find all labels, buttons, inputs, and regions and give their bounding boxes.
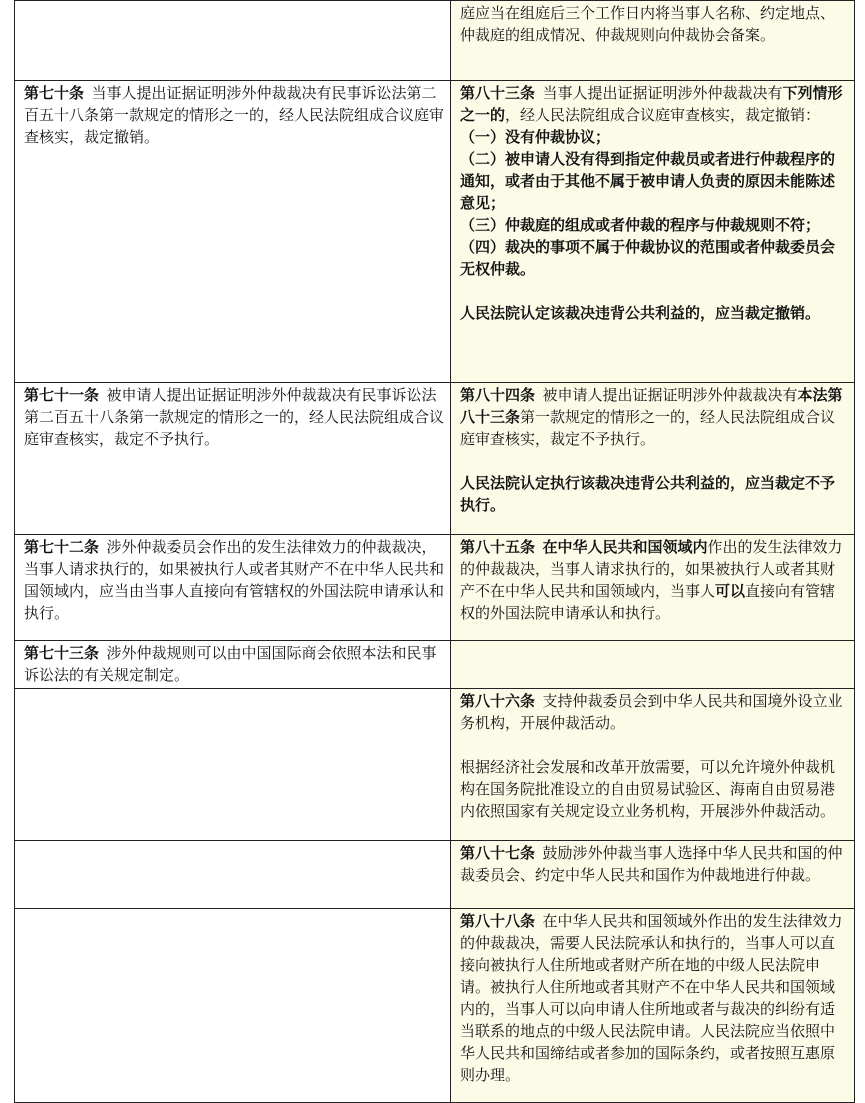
article-title: 第八十八条 bbox=[460, 912, 536, 930]
article-title: 第八十四条 bbox=[460, 386, 536, 404]
article-text: 当事人提出证据证明涉外仲裁裁决有民事诉讼法第二百五十八条第一款规定的情形之一的，经人民法院组成合议庭审查核实，裁定撤销。 bbox=[24, 84, 445, 146]
old-law-cell bbox=[15, 81, 451, 383]
article-text: 在中华人民共和国领域外作出的发生法律效力的仲裁裁决，需要人民法院承认和执行的，当事人可以直接向被执行人住所地或者财产所在地的中级人民法院申请。被执行人住所地或者其财产不在中华人民共和国领域内的，当事人可以向申请人住所地或者与裁决的纠纷有适当联系的地点的中级人民法院申请。人民法院应当依照中华人民共和国缔结或者参加的国际条约，或者按照互惠原则办理。 bbox=[460, 912, 843, 1084]
new-law-cell bbox=[451, 909, 855, 1103]
article-text: 直接向有管辖权的外国法院申请承认和执行。 bbox=[460, 582, 836, 622]
article-text: 第一款规定的情形之一的，经人民法院组成合议庭审查核实，裁定不予执行。 bbox=[460, 408, 836, 448]
article-text: ，经人民法院组成合议庭审查核实，裁定撤销： bbox=[505, 106, 821, 124]
table-row bbox=[15, 641, 855, 689]
table-row bbox=[15, 383, 855, 535]
new-law-cell bbox=[451, 81, 855, 383]
list-item: （一）没有仲裁协议； bbox=[460, 128, 611, 146]
old-law-cell bbox=[15, 383, 451, 535]
article-title: 第八十五条 bbox=[460, 538, 536, 556]
article-title: 第八十六条 bbox=[460, 692, 536, 710]
article-text: 当事人提出证据证明涉外仲裁裁决有 bbox=[542, 84, 783, 102]
old-law-cell bbox=[15, 641, 451, 689]
table-row bbox=[15, 1, 855, 81]
amended-text: 在中华人民共和国领域内 bbox=[542, 538, 708, 556]
old-law-cell bbox=[15, 535, 451, 641]
article-text: 涉外仲裁规则可以由中国国际商会依照本法和民事诉讼法的有关规定制定。 bbox=[24, 644, 437, 684]
new-law-cell bbox=[451, 689, 855, 841]
list-item: （四）裁决的事项不属于仲裁协议的范围或者仲裁委员会无权仲裁。 bbox=[460, 238, 836, 278]
list-item: （二）被申请人没有得到指定仲裁员或者进行仲裁程序的通知，或者由于其他不属于被申请人负责的原因未能陈述意见； bbox=[460, 150, 836, 212]
article-text: 鼓励涉外仲裁当事人选择中华人民共和国的仲裁委员会、约定中华人民共和国作为仲裁地进行仲裁。 bbox=[460, 844, 843, 884]
old-law-cell bbox=[15, 841, 451, 909]
comparison-table bbox=[14, 0, 855, 1103]
list-item: （三）仲裁庭的组成或者仲裁的程序与仲裁规则不符； bbox=[460, 216, 821, 234]
amended-text: 本法第八十三条 bbox=[460, 386, 843, 426]
article-text: 庭应当在组庭后三个工作日内将当事人名称、约定地点、仲裁庭的组成情况、仲裁规则向仲裁协会备案。 bbox=[460, 4, 836, 44]
new-law-cell bbox=[451, 535, 855, 641]
article-title: 第七十条 bbox=[24, 84, 85, 102]
new-law-cell bbox=[451, 641, 855, 689]
article-text: 作出的发生法律效力的仲裁裁决，当事人请求执行的，如果被执行人或者其财产不在中华人民共和国领域内，当事人 bbox=[460, 538, 843, 600]
table-row bbox=[15, 81, 855, 383]
article-title: 第七十三条 bbox=[24, 644, 100, 662]
table-row bbox=[15, 689, 855, 841]
article-text: 支持仲裁委员会到中华人民共和国境外设立业务机构，开展仲裁活动。 bbox=[460, 692, 843, 732]
new-law-cell bbox=[451, 383, 855, 535]
amended-text: 可以 bbox=[715, 582, 746, 600]
amended-text: 人民法院认定该裁决违背公共利益的，应当裁定撤销。 bbox=[460, 304, 821, 322]
amended-text: 人民法院认定执行该裁决违背公共利益的，应当裁定不予执行。 bbox=[460, 474, 836, 514]
article-title: 第七十二条 bbox=[24, 538, 100, 556]
old-law-cell bbox=[15, 1, 451, 81]
old-law-cell bbox=[15, 689, 451, 841]
article-title: 第八十七条 bbox=[460, 844, 536, 862]
new-law-cell bbox=[451, 1, 855, 81]
new-law-cell bbox=[451, 841, 855, 909]
article-text: 被申请人提出证据证明涉外仲裁裁决有民事诉讼法第二百五十八条第一款规定的情形之一的，经人民法院组成合议庭审查核实，裁定不予执行。 bbox=[24, 386, 445, 448]
table-row bbox=[15, 909, 855, 1103]
old-law-cell bbox=[15, 909, 451, 1103]
article-text: 涉外仲裁委员会作出的发生法律效力的仲裁裁决，当事人请求执行的，如果被执行人或者其财产不在中华人民共和国领域内，应当由当事人直接向有管辖权的外国法院申请承认和执行。 bbox=[24, 538, 445, 622]
article-text: 根据经济社会发展和改革开放需要，可以允许境外仲裁机构在国务院批准设立的自由贸易试验区、海南自由贸易港内依照国家有关规定设立业务机构，开展涉外仲裁活动。 bbox=[460, 758, 836, 820]
article-text: 被申请人提出证据证明涉外仲裁裁决有 bbox=[542, 386, 798, 404]
table-row bbox=[15, 535, 855, 641]
amended-text: 下列情形之一的 bbox=[460, 84, 843, 124]
table-row bbox=[15, 841, 855, 909]
article-title: 第八十三条 bbox=[460, 84, 536, 102]
article-title: 第七十一条 bbox=[24, 386, 100, 404]
